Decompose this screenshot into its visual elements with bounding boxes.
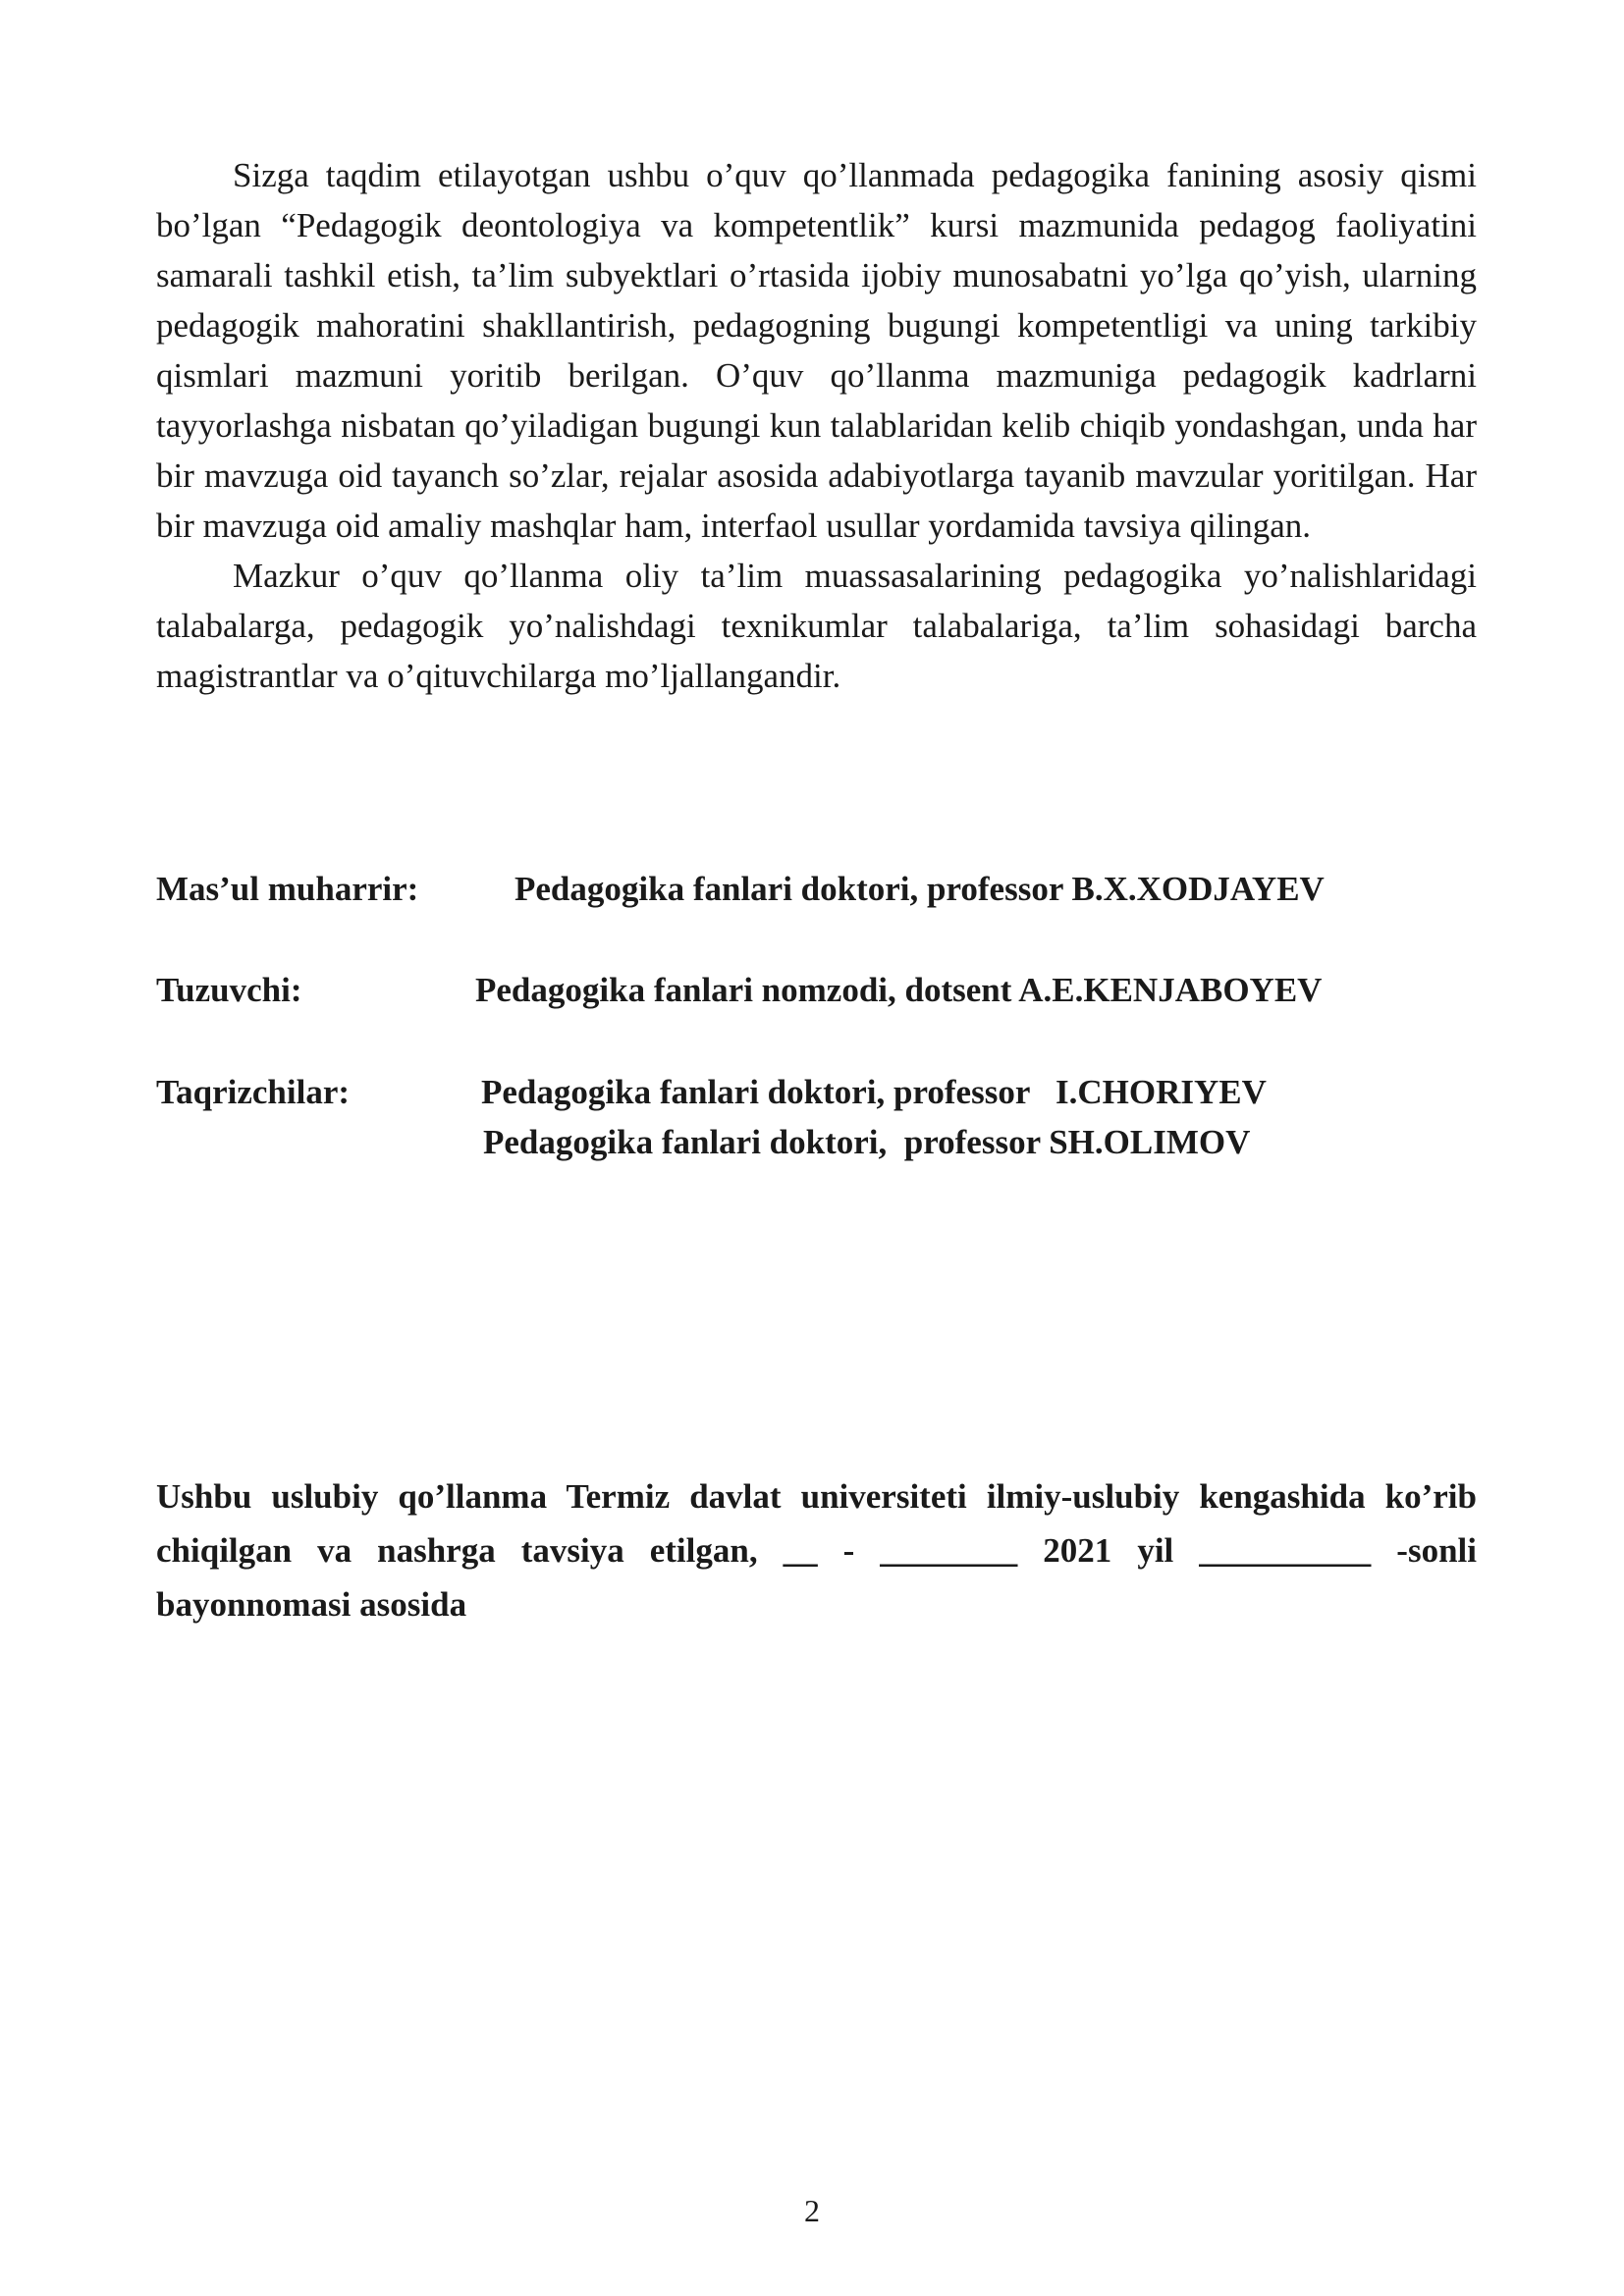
approval-section [156, 1469, 1477, 1631]
editor-label: Mas’ul muharrir: [156, 870, 419, 908]
intro-section [156, 150, 1477, 701]
reviewer-2-value: Pedagogika fanlari doktori, professor SH.OLIMOV [483, 1123, 1251, 1161]
compiler-value: Pedagogika fanlari nomzodi, dotsent A.E.KENJABOYEV [475, 971, 1323, 1009]
approval-text: Ushbu uslubiy qo’llanma Termiz davlat universiteti ilmiy-uslubiy kengashida ko’rib chiqilgan va nashrga tavsiya etilgan, __ - ________ 2021 yil __________ -sonli bayonnomasi asosida [156, 1477, 1477, 1624]
reviewers-label: Taqrizchilar: [156, 1073, 351, 1111]
intro-paragraph: Sizga taqdim etilayotgan ushbu o’quv qo’llanmada pedagogika fanining asosiy qismi bo’lgan “Pedagogik deontologiya va kompetentlik” kursi mazmunida pedagog faoliyatini samarali tashkil etish, ta’lim subyektlari o’rtasida ijobiy munosabatni yo’lga qo’yish, ularning pedagogik mahoratini shakllantirish, pedagogning bugungi kompetentligi va uning tarkibiy qismlari mazmuni yoritib berilgan. O’quv qo’llanma mazmuniga pedagogik kadrlarni tayyorlashga nisbatan qo’yiladigan bugungi kun talablaridan kelib chiqib yondashgan, unda har bir mavzuga oid tayanch so’zlar, rejalar asosida adabiyotlarga tayanib mavzular yoritilgan. Har bir mavzuga oid amaliy mashqlar ham, interfaol usullar yordamida tavsiya qilingan. [156, 156, 1477, 545]
editor-value: Pedagogika fanlari doktori, professor B.X.XODJAYEV [514, 870, 1325, 908]
reviewer-1-value: Pedagogika fanlari doktori, professor I.CHORIYEV [481, 1073, 1267, 1111]
intro-paragraph: Mazkur o’quv qo’llanma oliy ta’lim muassasalarining pedagogika yo’nalishlaridagi talabalarga, pedagogik yo’nalishdagi texnikumlar talabalariga, ta’lim sohasidagi barcha magistrantlar va o’qituvchilarga mo’ljallangandir. [156, 557, 1477, 695]
compiler-label: Tuzuvchi: [156, 971, 302, 1009]
page-number: 2 [804, 2193, 820, 2228]
